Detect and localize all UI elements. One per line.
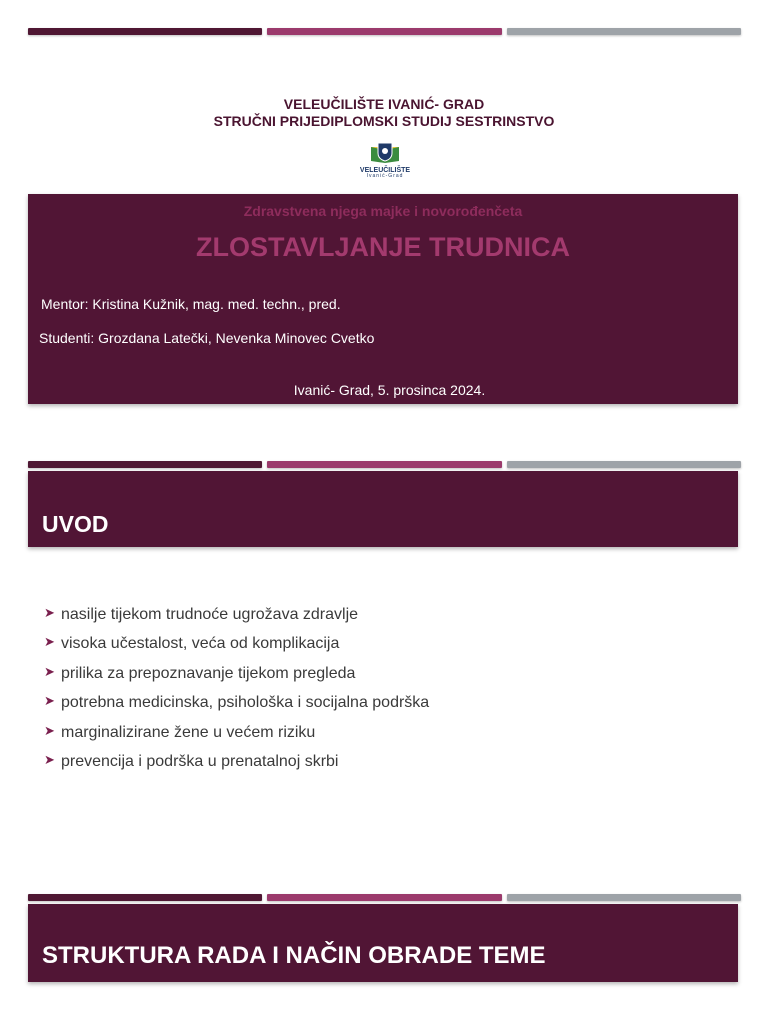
list-item [44, 718, 429, 748]
decorative-stripes [28, 461, 741, 468]
mentor-text: Mentor: Kristina Kužnik, mag. med. techn., pred. [41, 296, 341, 312]
study-program: STRUČNI PRIJEDIPLOMSKI STUDIJ SESTRINSTVO [213, 113, 555, 129]
bullet-text: potrebna medicinska, psihološka i socijalna podrška [61, 694, 430, 712]
list-item [44, 748, 429, 778]
logo-subtext: Ivanić-Grad [366, 173, 404, 179]
stripe-grey [507, 894, 741, 901]
bullet-text: visoka učestalost, veća od komplikacija [61, 635, 340, 653]
arrow-right-icon: ➤ [44, 663, 55, 679]
students-text: Studenti: Grozdana Latečki, Nevenka Minovec Cvetko [39, 330, 375, 346]
presentation-title: ZLOSTAVLJANJE TRUDNICA [195, 232, 570, 262]
arrow-right-icon: ➤ [44, 693, 55, 709]
stripe-mid [267, 461, 501, 468]
shield-book-logo-icon [369, 141, 401, 165]
stripe-dark [28, 894, 262, 901]
decorative-stripes [28, 28, 741, 35]
logo-text: VELEUČILIŠTE [359, 167, 411, 174]
uvod-banner [28, 471, 738, 547]
stripe-dark [28, 28, 262, 35]
bullet-text: prilika za prepoznavanje tijekom pregleda [61, 664, 356, 682]
arrow-right-icon: ➤ [44, 752, 55, 768]
uvod-title: UVOD [42, 511, 109, 537]
list-item [44, 630, 429, 660]
arrow-right-icon: ➤ [44, 634, 55, 650]
stripe-mid [267, 28, 501, 35]
arrow-right-icon: ➤ [44, 604, 55, 620]
bullet-text: prevencija i podrška u prenatalnoj skrbi [61, 753, 339, 771]
institution-logo [359, 141, 411, 179]
list-item [44, 600, 429, 630]
stripe-grey [507, 461, 741, 468]
uvod-bullet-list [44, 600, 429, 777]
institution-header [0, 96, 768, 130]
stripe-mid [267, 894, 501, 901]
bullet-text: marginalizirane žene u većem riziku [61, 723, 316, 741]
stripe-grey [507, 28, 741, 35]
date-text: Ivanić- Grad, 5. prosinca 2024. [293, 382, 486, 398]
title-banner [28, 194, 738, 404]
decorative-stripes [28, 894, 741, 901]
stripe-dark [28, 461, 262, 468]
bullet-text: nasilje tijekom trudnoće ugrožava zdravlje [61, 605, 359, 623]
struktura-title: STRUKTURA RADA I NAČIN OBRADE TEME [42, 942, 546, 969]
list-item [44, 659, 429, 689]
course-subtitle: Zdravstvena njega majke i novorođenčeta [243, 203, 523, 219]
institution-name: VELEUČILIŠTE IVANIĆ- GRAD [283, 96, 485, 112]
struktura-banner [28, 904, 738, 982]
list-item [44, 689, 429, 719]
arrow-right-icon: ➤ [44, 722, 55, 738]
